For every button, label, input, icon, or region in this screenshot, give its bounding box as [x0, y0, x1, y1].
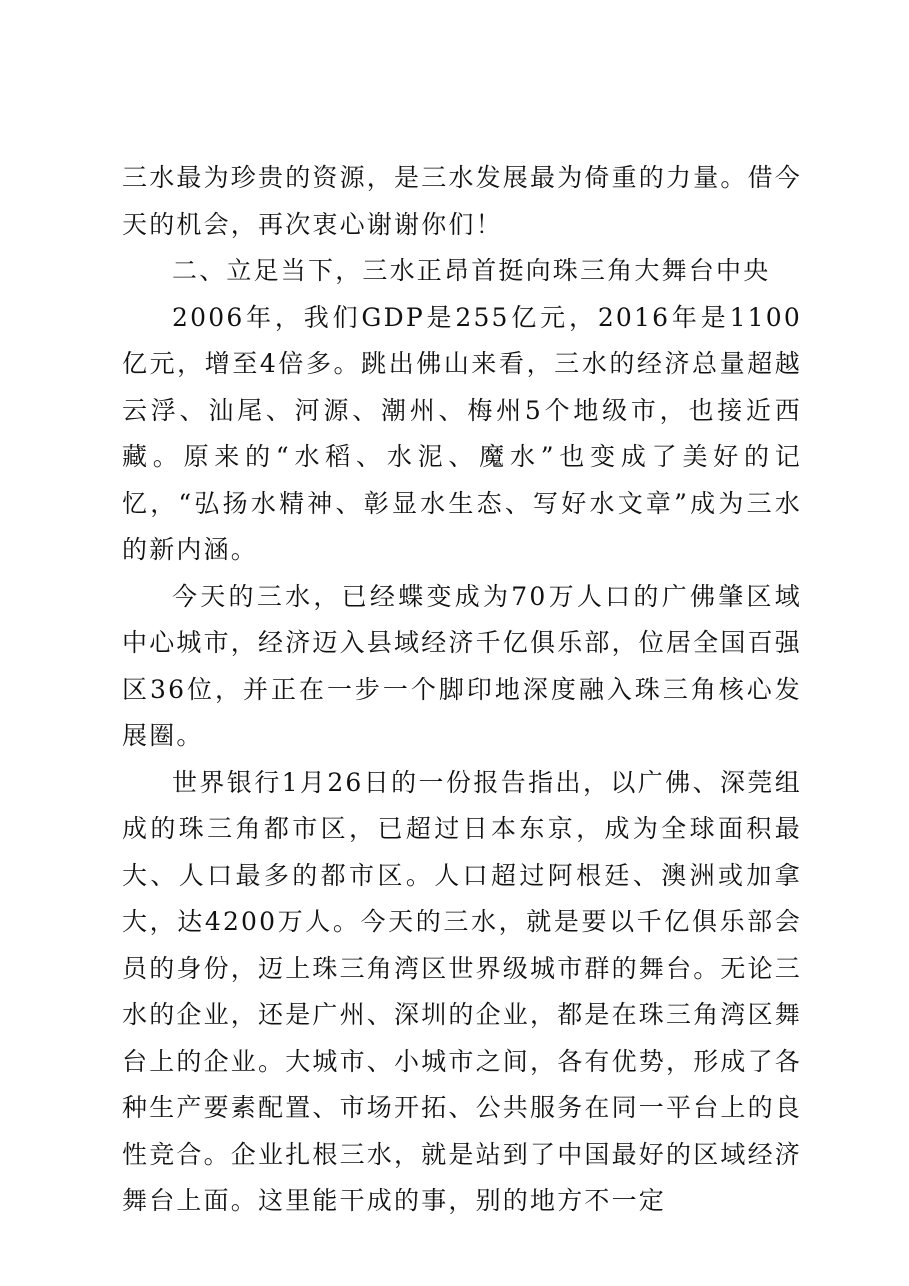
paragraph-sanshui-today: 今天的三水，已经蝶变成为70万人口的广佛肇区域中心城市，经济迈入县域经济千亿俱乐部，位居全国百强区36位，并正在一步一个脚印地深度融入珠三角核心发展圈。 [122, 581, 803, 750]
document-body [122, 155, 802, 1225]
paragraph-world-bank: 世界银行1月26日的一份报告指出，以广佛、深莞组成的珠三角都市区，已超过日本东京，成为全球面积最大、人口最多的都市区。人口超过阿根廷、澳洲或加拿大，达4200万人。今天的三水，就是要以千亿俱乐部会员的身份，迈上珠三角湾区世界级城市群的舞台。无论三水的企业，还是广州、深圳的企业，都是在珠三角湾区舞台上的企业。大城市、小城市之间，各有优势，形成了各种生产要素配置、市场开拓、公共服务在同一平台上的良性竞合。企业扎根三水，就是站到了中国最好的区域经济舞台上面。这里能干成的事，别的地方不一定 [122, 767, 803, 1215]
paragraph-continuation: 三水最为珍贵的资源，是三水发展最为倚重的力量。借今天的机会，再次衷心谢谢你们！ [122, 163, 803, 239]
paragraph-gdp: 2006年，我们GDP是255亿元，2016年是1100亿元，增至4倍多。跳出佛山来看，三水的经济总量超越云浮、汕尾、河源、潮州、梅州5个地级市，也接近西藏。原来的“水稻、水泥、魔水”也变成了美好的记忆，“弘扬水精神、彰显水生态、写好水文章”成为三水的新内涵。 [122, 302, 802, 564]
section-heading: 二、立足当下，三水正昂首挺向珠三角大舞台中央 [172, 256, 771, 285]
